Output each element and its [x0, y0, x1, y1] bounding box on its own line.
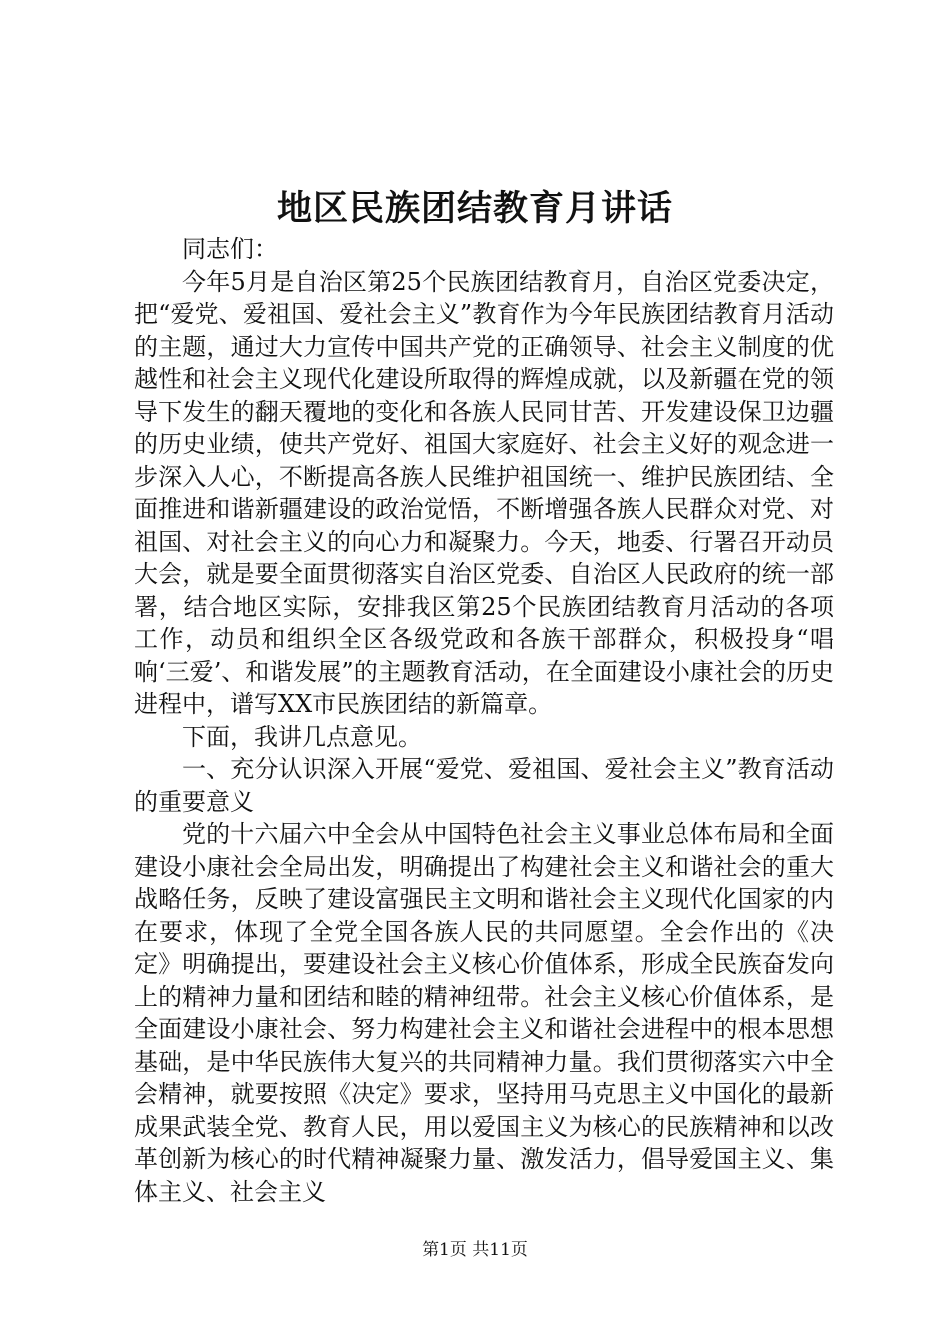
document-body [134, 233, 834, 1208]
body-paragraph: 党的十六届六中全会从中国特色社会主义事业总体布局和全面建设小康社会全局出发，明确提出了构建社会主义和谐社会的重大战略任务，反映了建设富强民主文明和谐社会主义现代化国家的内在要求，体现了全党全国各族人民的共同愿望。全会作出的《决定》明确提出，要建设社会主义核心价值体系，形成全民族奋发向上的精神力量和团结和睦的精神纽带。社会主义核心价值体系，是全面建设小康社会、努力构建社会主义和谐社会进程中的根本思想基础，是中华民族伟大复兴的共同精神力量。我们贯彻落实六中全会精神，就要按照《决定》要求，坚持用马克思主义中国化的最新成果武装全党、教育人民，用以爱国主义为核心的民族精神和以改革创新为核心的时代精神凝聚力量、激发活力，倡导爱国主义、集体主义、社会主义 [134, 820, 834, 1206]
body-paragraph: 今年5月是自治区第25个民族团结教育月，自治区党委决定，把“爱党、爱祖国、爱社会主义”教育作为今年民族团结教育月活动的主题，通过大力宣传中国共产党的正确领导、社会主义制度的优越性和社会主义现代化建设所取得的辉煌成就，以及新疆在党的领导下发生的翻天覆地的变化和各族人民同甘苦、开发建设保卫边疆的历史业绩，使共产党好、祖国大家庭好、社会主义好的观念进一步深入人心，不断提高各族人民维护祖国统一、维护民族团结、全面推进和谐新疆建设的政治觉悟，不断增强各族人民群众对党、对祖国、对社会主义的向心力和凝聚力。今天，地委、行署召开动员大会，就是要全面贯彻落实自治区党委、自治区人民政府的统一部署，结合地区实际，安排我区第25个民族团结教育月活动的各项工作，动员和组织全区各级党政和各族干部群众，积极投身“唱响‘三爱’、和谐发展”的主题教育活动，在全面建设小康社会的历史进程中，谱写XX市民族团结的新篇章。 [134, 267, 834, 718]
salutation-paragraph: 同志们： [182, 235, 278, 263]
document-title: 地区民族团结教育月讲话 [276, 188, 673, 229]
page-footer: 第1页 共11页 [422, 1240, 528, 1260]
section-heading: 一、充分认识深入开展“爱党、爱祖国、爱社会主义”教育活动的重要意义 [134, 755, 834, 816]
body-paragraph: 下面，我讲几点意见。 [182, 722, 422, 751]
